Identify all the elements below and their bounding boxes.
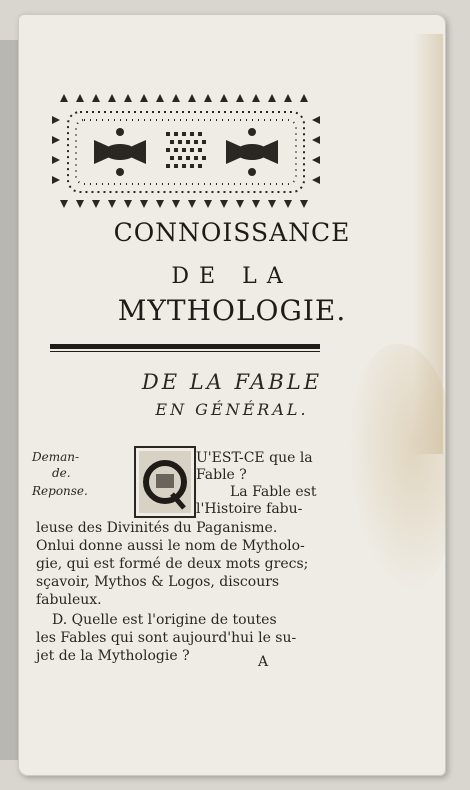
q2-line-a: D. Quelle est l'origine de toutes [52,612,277,628]
a1-line-a: La Fable est [230,484,317,500]
thin-rule [50,351,320,352]
margin-reponse: Reponse. [32,484,88,498]
title-line-2: DE LA [171,264,293,289]
ornamental-headpiece [50,92,322,212]
thick-rule [50,344,320,349]
q1-line-b: Fable ? [196,467,247,483]
a1-line-b: l'Histoire fabu- [196,501,303,517]
q2-line-b: les Fables qui sont aujourd'hui le su- [36,630,297,646]
section-heading-line-1: DE LA FABLE [141,370,323,394]
initial-q-icon [136,448,194,516]
a1-line-g: fabuleux. [36,592,102,608]
q1-line-a: U'EST-CE que la [196,450,313,466]
decorated-initial-q [134,446,196,518]
a1-line-c: leuse des Divinités du Paganisme. [36,520,278,536]
section-heading-line-2: EN GÉNÉRAL. [155,400,309,419]
signature-mark: A [258,654,269,670]
margin-demande-1: Deman- [32,450,80,464]
a1-line-e: gie, qui est formé de deux mots grecs; [36,556,309,572]
title-line-1: CONNOISSANCE [113,218,351,247]
q2-line-c: jet de la Mythologie ? [36,648,190,664]
a1-line-f: sçavoir, Mythos & Logos, discours [36,574,280,590]
margin-demande-2: de. [52,466,71,480]
book-page [18,14,446,776]
title-line-3: MYTHOLOGIE. [117,294,347,327]
a1-line-d: Onlui donne aussi le nom de Mytholo- [36,538,305,554]
